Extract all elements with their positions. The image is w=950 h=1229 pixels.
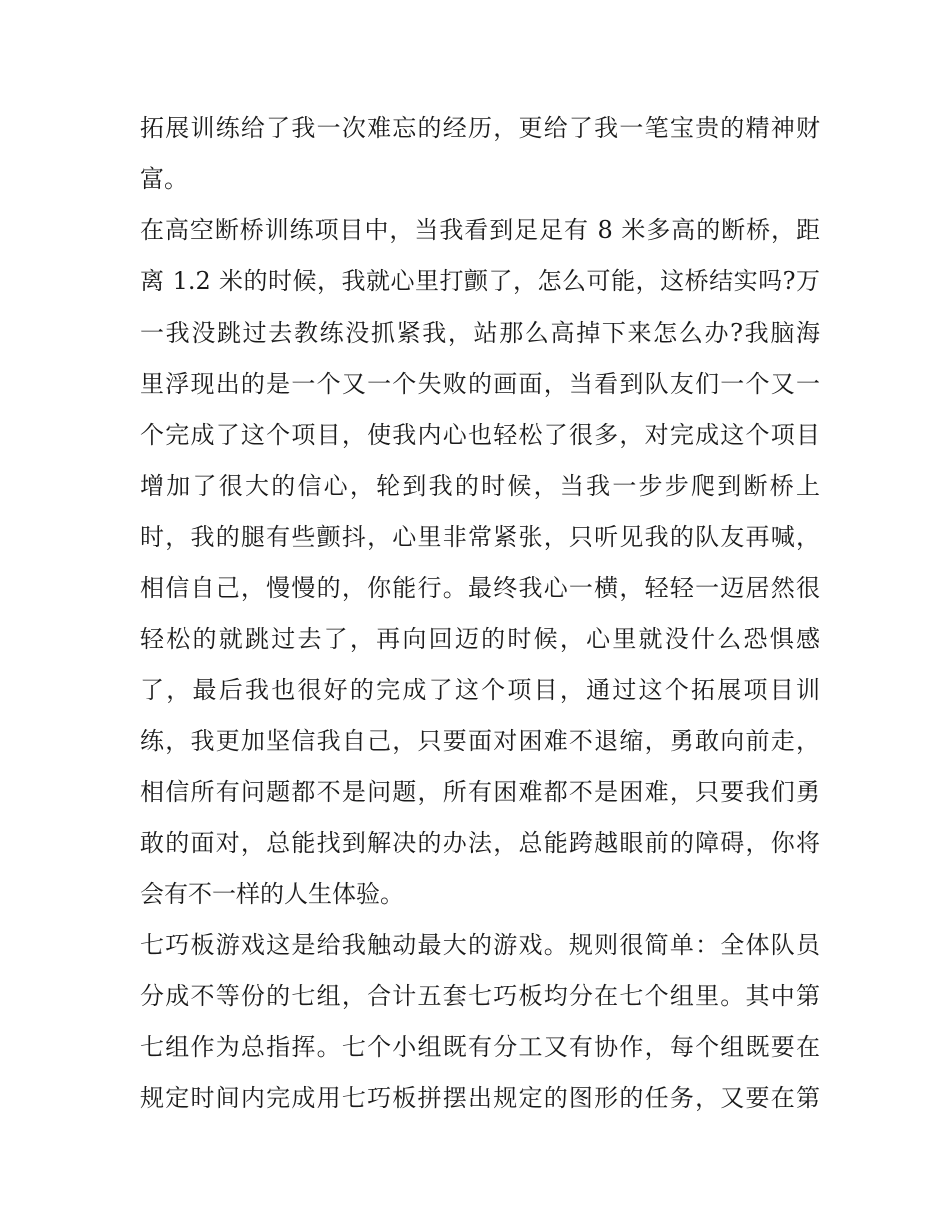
- text-line: 七巧板游戏这是给我触动最大的游戏。规则很简单：全体队员: [140, 931, 820, 959]
- text-line: 分成不等份的七组，合计五套七巧板均分在七个组里。其中第: [140, 982, 820, 1010]
- text-line: 轻松的就跳过去了，再向回迈的时候，心里就没什么恐惧感: [140, 625, 820, 653]
- text-line: 了，最后我也很好的完成了这个项目，通过这个拓展项目训: [140, 676, 820, 704]
- text-line: 富。: [140, 165, 188, 193]
- text-line: 在高空断桥训练项目中，当我看到足足有 8 米多高的断桥，距: [140, 216, 820, 244]
- text-line: 个完成了这个项目，使我内心也轻松了很多，对完成这个项目: [140, 421, 820, 449]
- text-line: 一我没跳过去教练没抓紧我，站那么高掉下来怎么办?我脑海: [140, 319, 820, 347]
- text-line: 拓展训练给了我一次难忘的经历，更给了我一笔宝贵的精神财: [140, 114, 820, 142]
- text-line: 相信自己，慢慢的，你能行。最终我心一横，轻轻一迈居然很: [140, 574, 820, 602]
- text-line: 敢的面对，总能找到解决的办法，总能跨越眼前的障碍，你将: [140, 829, 820, 857]
- text-line: 里浮现出的是一个又一个失败的画面，当看到队友们一个又一: [140, 370, 820, 398]
- text-line: 相信所有问题都不是问题，所有困难都不是困难，只要我们勇: [140, 778, 820, 806]
- text-line: 离 1.2 米的时候，我就心里打颤了，怎么可能，这桥结实吗?万: [140, 267, 820, 295]
- text-line: 规定时间内完成用七巧板拼摆出规定的图形的任务，又要在第: [140, 1084, 820, 1112]
- text-line: 会有不一样的人生体验。: [140, 880, 404, 908]
- text-line: 练，我更加坚信我自己，只要面对困难不退缩，勇敢向前走，: [140, 727, 820, 755]
- text-line: 时，我的腿有些颤抖，心里非常紧张，只听见我的队友再喊，: [140, 523, 820, 551]
- text-line: 七组作为总指挥。七个小组既有分工又有协作，每个组既要在: [140, 1033, 820, 1061]
- text-line: 增加了很大的信心，轮到我的时候，当我一步步爬到断桥上: [140, 472, 820, 500]
